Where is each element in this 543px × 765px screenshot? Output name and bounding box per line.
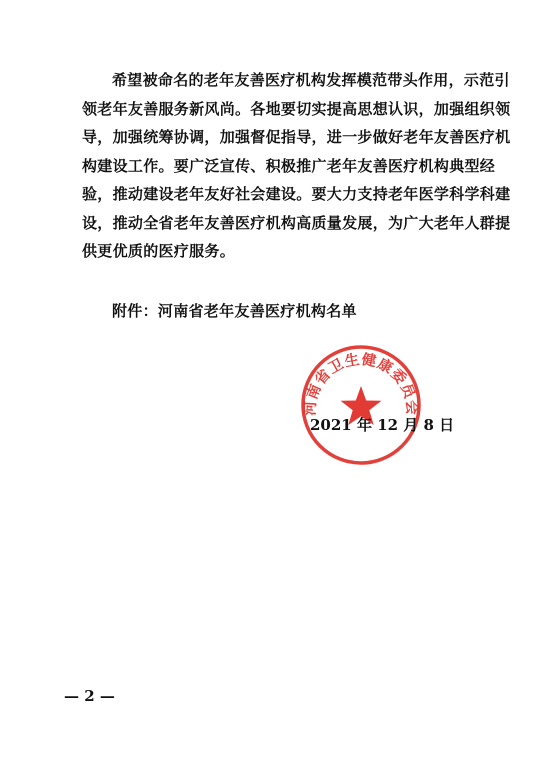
attachment-note: 附件：河南省老年友善医疗机构名单: [112, 302, 357, 320]
paragraph-line: 设，推动全省老年友善医疗机构高质量发展，为广大老年人群提: [82, 213, 511, 232]
paragraph-line: 构建设工作。要广泛宣传、积极推广老年友善医疗机构典型经: [82, 156, 496, 175]
document-date: 2021 年 12 月 8 日: [310, 416, 455, 434]
seal-text: 河南省卫生健康委员会: [301, 350, 421, 417]
paragraph-line: 领老年友善服务新风尚。各地要切实提高思想认识，加强组织领: [82, 99, 511, 118]
paragraph-line: 希望被命名的老年友善医疗机构发挥模范带头作用，示范引: [112, 71, 510, 89]
paragraph-line: 供更优质的医疗服务。: [82, 242, 236, 260]
body-paragraph: [82, 66, 511, 266]
paragraph-line: 验，推动建设老年友好社会建设。要大力支持老年医学科学科建: [82, 185, 511, 203]
official-seal: [298, 342, 424, 468]
page-number: — 2 —: [64, 687, 115, 705]
paragraph-line: 导，加强统筹协调，加强督促指导，进一步做好老年友善医疗机: [82, 128, 511, 146]
